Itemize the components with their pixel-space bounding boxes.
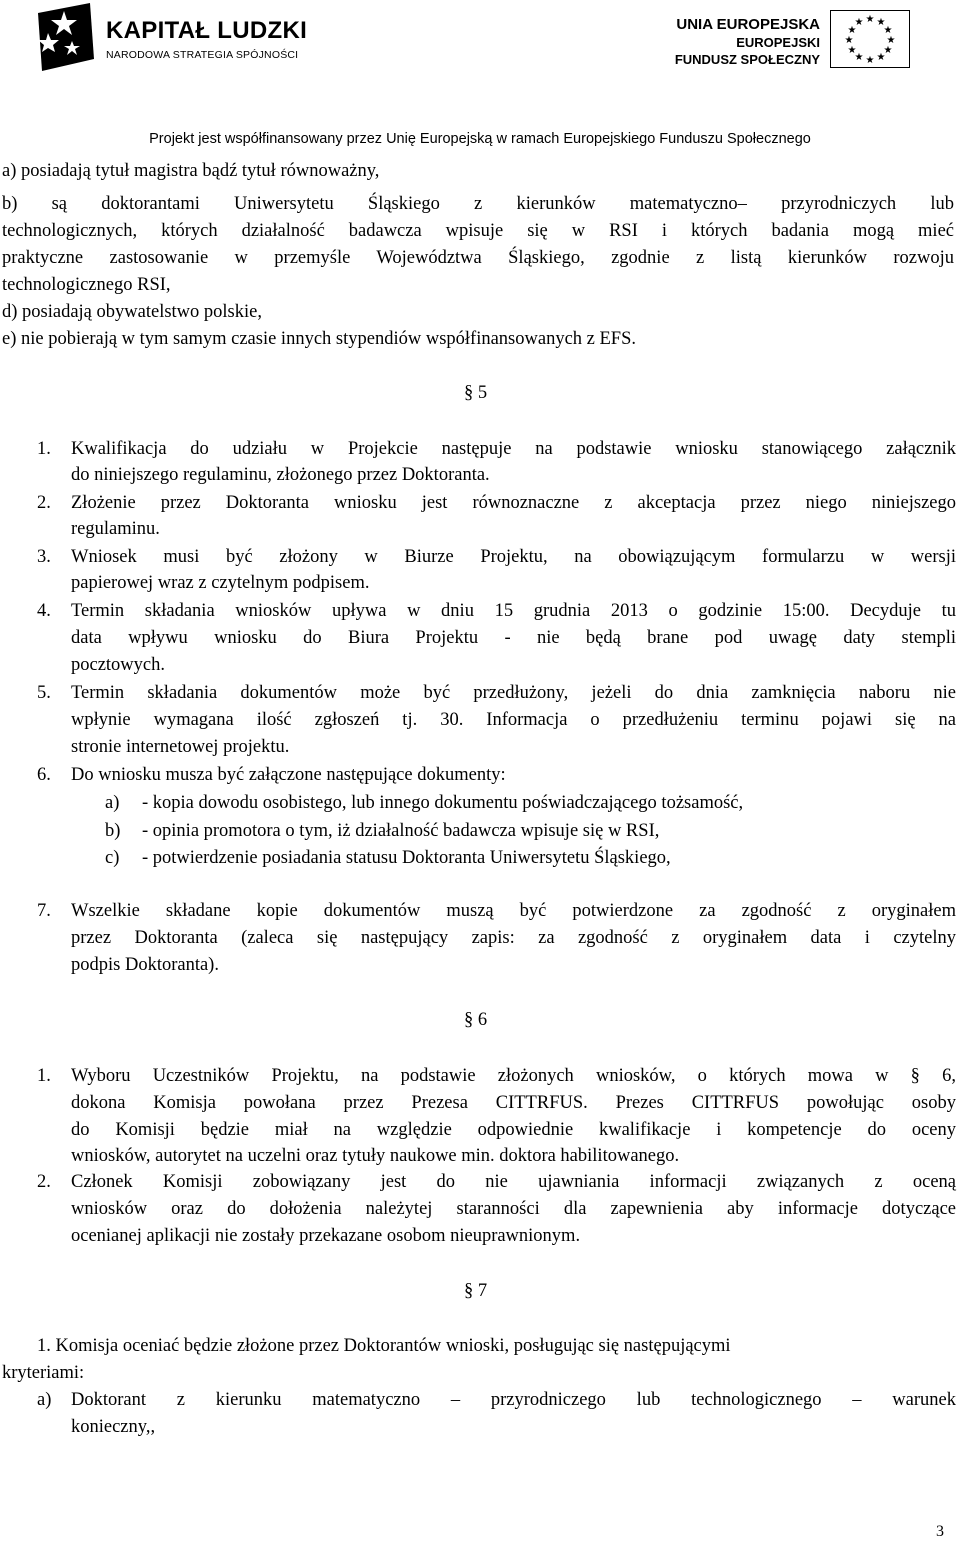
svg-text:★: ★ [865, 14, 875, 25]
svg-text:★: ★ [876, 52, 886, 63]
s6-item1-line3: do Komisji będzie miał na względzie odpowiednie kwalifikacje i kompetencje do oceny [71, 1120, 956, 1140]
s7-item1-line1: 1. Komisja oceniać będzie złożone przez Doktorantów wnioski, posługując się następującymi [37, 1336, 731, 1356]
svg-text:★: ★ [847, 25, 857, 36]
s5-item4-line2: data wpływu wniosku do Biura Projektu - nie będą brane pod uwagę daty stempli [71, 628, 956, 648]
svg-text:★: ★ [854, 17, 864, 28]
s5-item6-line1: Do wniosku musza być załączone następujące dokumenty: [71, 765, 506, 785]
svg-text:★: ★ [883, 45, 893, 56]
s5-item5-line2: wpłynie wymagana ilość zgłoszeń tj. 30. Informacja o przedłużeniu terminu pojawi się na [71, 710, 956, 730]
s6-item1-line4: wniosków, autorytet na uczelni oraz tytuły naukowe min. doktora habilitowanego. [71, 1146, 680, 1166]
eu-logo-line1: UNIA EUROPEJSKA [676, 16, 820, 33]
s5-item2-line2: regulaminu. [71, 519, 160, 539]
doc-a-text: - kopia dowodu osobistego, lub innego dokumentu poświadczającego tożsamość, [142, 793, 744, 813]
section-5-heading: § 5 [464, 383, 488, 403]
svg-text:★: ★ [883, 25, 893, 36]
eu-stars-icon [830, 10, 910, 68]
s5-item7-line1: Wszelkie składane kopie dokumentów muszą być potwierdzone za zgodność z oryginałem [71, 901, 956, 921]
kapital-ludzki-logo [34, 3, 308, 73]
s5-item3-num: 3. [37, 547, 51, 567]
doc-b-text: - opinia promotora o tym, iż działalność badawcza wpisuje się w RSI, [142, 821, 660, 841]
s5-item4-line3: pocztowych. [71, 655, 166, 675]
intro-line-a: a) posiadają tytuł magistra bądź tytuł równoważny, [2, 161, 380, 181]
eu-logo [668, 10, 938, 70]
s6-item2-num: 2. [37, 1172, 51, 1192]
doc-a-letter: a) [105, 793, 120, 813]
s5-item3-line2: papierowej wraz z czytelnym podpisem. [71, 573, 370, 593]
intro-line-b4: technologicznego RSI, [2, 275, 171, 295]
doc-c-letter: c) [105, 848, 120, 868]
intro-line-d: d) posiadają obywatelstwo polskie, [2, 302, 262, 322]
s7-item1-line2: kryteriami: [2, 1363, 85, 1383]
section-7-heading: § 7 [464, 1281, 488, 1301]
doc-c-text: - potwierdzenie posiadania statusu Doktoranta Uniwersytetu Śląskiego, [142, 848, 671, 868]
s5-item7-line3: podpis Doktoranta). [71, 955, 219, 975]
s5-item1-line1: Kwalifikacja do udziału w Projekcie następuje na podstawie wniosku stanowiącego załącznik [71, 439, 956, 459]
s6-item1-line1: Wyboru Uczestników Projektu, na podstawie złożonych wniosków, o których mowa w § 6, [71, 1066, 956, 1086]
s5-item1-num: 1. [37, 439, 51, 459]
eu-logo-line3: FUNDUSZ SPOŁECZNY [674, 52, 820, 67]
s6-item2-line3: ocenianej aplikacji nie zostały przekazane osobom nieuprawnionym. [71, 1226, 581, 1246]
s7-crit-a-num: a) [37, 1390, 52, 1410]
page-number: 3 [936, 1523, 944, 1540]
svg-text:★: ★ [865, 55, 875, 66]
s5-item5-line1: Termin składania dokumentów może być przedłużony, jeżeli do dnia zamknięcia naboru nie [71, 683, 956, 703]
s5-item3-line1: Wniosek musi być złożony w Biurze Projektu, na obowiązującym formularzu w wersji [71, 547, 956, 567]
s5-item5-line3: stronie internetowej projektu. [71, 737, 290, 757]
doc-b-letter: b) [105, 821, 121, 841]
kapital-ludzki-emblem [34, 3, 98, 71]
intro-line-b3: praktyczne zastosowanie w przemyśle Województwa Śląskiego, zgodnie z listą kierunków rozwoju [2, 248, 954, 268]
section-6-heading: § 6 [464, 1010, 488, 1030]
svg-text:★: ★ [847, 45, 857, 56]
kapital-ludzki-title: KAPITAŁ LUDZKI [106, 17, 308, 44]
svg-text:★: ★ [886, 35, 896, 46]
s7-crit-a-line1: Doktorant z kierunku matematyczno – przyrodniczego lub technologicznego – warunek [71, 1390, 956, 1410]
intro-line-b1: b) są doktorantami Uniwersytetu Śląskiego z kierunków matematyczno– przyrodniczych lub [2, 194, 954, 214]
intro-line-b2: technologicznych, których działalność badawcza wpisuje się w RSI i których badania mogą mieć [2, 221, 954, 241]
cofinance-note: Projekt jest współfinansowany przez Unię Europejską w ramach Europejskiego Funduszu Społecznego [149, 131, 811, 147]
s5-item6-num: 6. [37, 765, 51, 785]
s5-item4-num: 4. [37, 601, 51, 621]
s6-item1-line2: dokona Komisja powołana przez Prezesa CITTRFUS. Prezes CITTRFUS powołując osoby [71, 1093, 956, 1113]
s5-item2-num: 2. [37, 493, 51, 513]
s7-crit-a-line2: konieczny,, [71, 1417, 156, 1437]
s6-item2-line1: Członek Komisji zobowiązany jest do nie ujawniania informacji związanych z oceną [71, 1172, 956, 1192]
eu-logo-line2: EUROPEJSKI [736, 35, 820, 50]
s5-item1-line2: do niniejszego regulaminu, złożonego przez Doktoranta. [71, 465, 490, 485]
s5-item7-line2: przez Doktoranta (zaleca się następujący zapis: za zgodność z oryginałem data i czytelny [71, 928, 956, 948]
intro-line-e: e) nie pobierają w tym samym czasie innych stypendiów współfinansowanych z EFS. [2, 329, 636, 349]
s5-item5-num: 5. [37, 683, 51, 703]
s5-item7-num: 7. [37, 901, 51, 921]
svg-text:★: ★ [876, 17, 886, 28]
s6-item2-line2: wniosków oraz do dołożenia należytej staranności dla zapewnienia aby informacje dotyczące [71, 1199, 956, 1219]
s6-item1-num: 1. [37, 1066, 51, 1086]
svg-text:★: ★ [844, 35, 854, 46]
kapital-ludzki-subtitle: NARODOWA STRATEGIA SPÓJNOŚCI [106, 49, 299, 61]
s5-item2-line1: Złożenie przez Doktoranta wniosku jest równoznaczne z akceptacja przez niego niniejszego [71, 493, 956, 513]
s5-item4-line1: Termin składania wniosków upływa w dniu 15 grudnia 2013 o godzinie 15:00. Decyduje tu [71, 601, 956, 621]
svg-text:★: ★ [854, 52, 864, 63]
